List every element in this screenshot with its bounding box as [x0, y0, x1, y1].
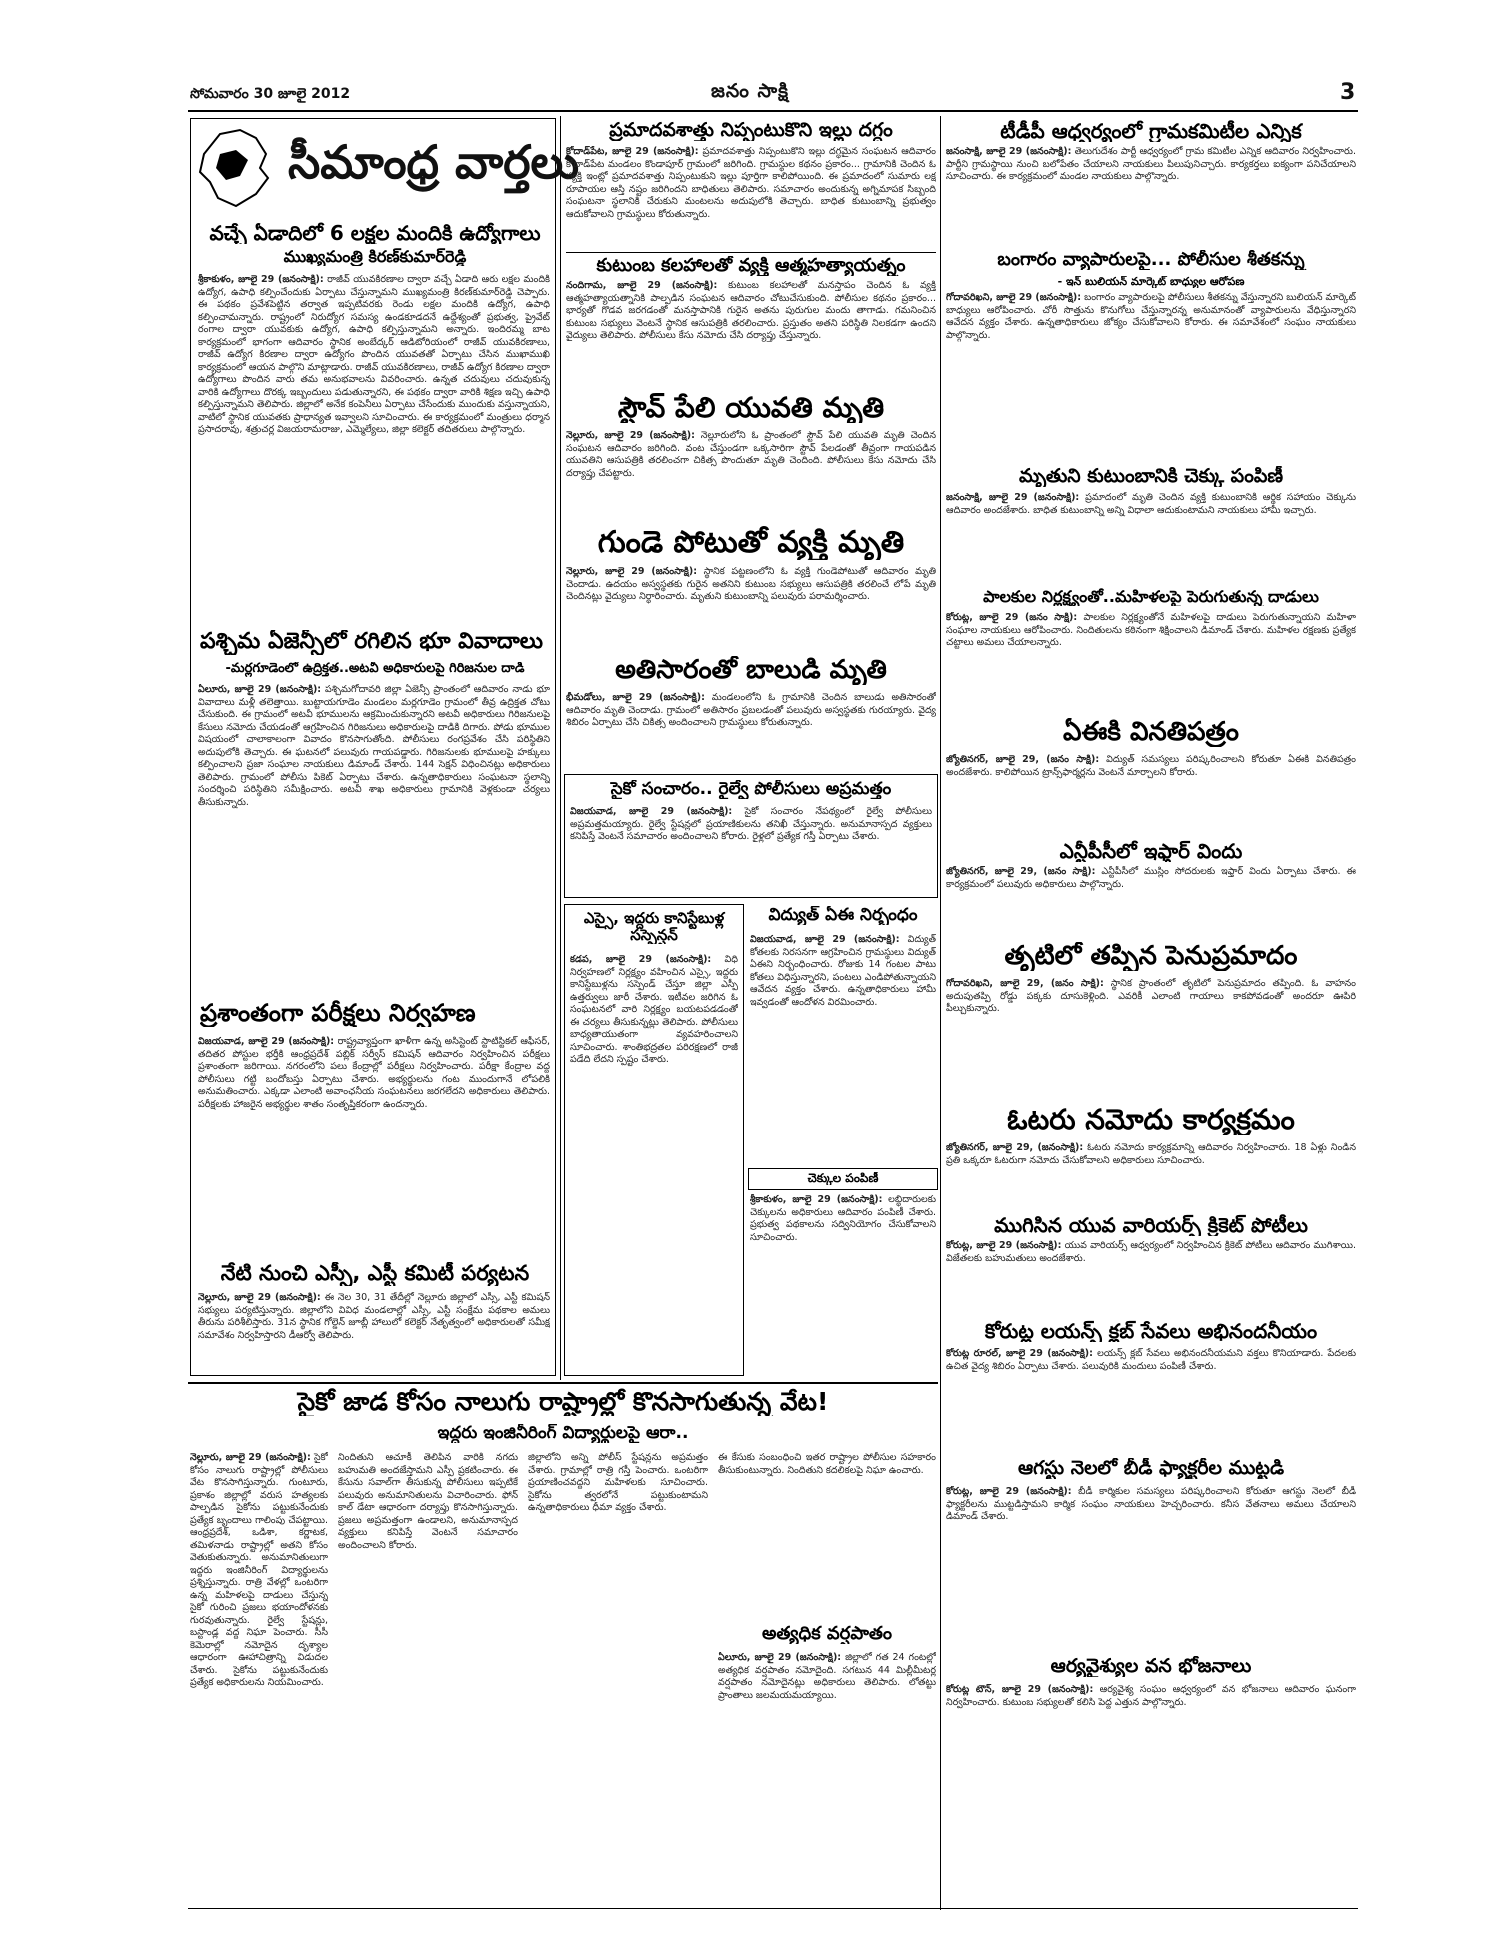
article-text: ఎన్టీపీసీలో ముస్లిం సోదరులకు ఇఫ్తార్ విందు ఏర్పాటు చేశారు. ఈ కార్యక్రమంలో పలువురు అధికారులు పాల్గొన్నారు.: [946, 866, 1356, 890]
c2-h6: సైకో సంచారం.. రైల్వే పోలీసులు అప్రమత్తం: [610, 780, 892, 799]
dateline: కోరుట్ల రూరల్, జూలై 29 (జనంసాక్షి):: [946, 1348, 1093, 1359]
c2-h2: కుటుంబ కలహాలతో వ్యక్తి ఆత్మహత్యాయత్నం: [596, 256, 906, 276]
article-text: సైకో కోసం నాలుగు రాష్ట్రాల్లో పోలీసులు వేట కొనసాగిస్తున్నారు. గుంటూరు, ప్రకాశం జిల్లాల్లో వరుస హత్యలకు పాల్పడిన సైకోను పట్టుకునేందుకు ప్రత్యేక బృందాలు గాలింపు చేపట్టాయి. ఆంధ్రప్రదేశ్, ఒడిశా, కర్ణాటక, తమిళనాడు రాష్ట్రాల్లో అతని కోసం వెతుకుతున్నారు. అనుమానితులుగా ఇద్దరు ఇంజినీరింగ్ విద్యార్థులను ప్రశ్నిస్తున్నారు. రాత్రి వేళల్లో ఒంటరిగా ఉన్న మహిళలపై దాడులు చేస్తున్న సైకో గురించి ప్రజలు భయాందోళనకు గురవుతున్నారు. రైల్వే స్టేషన్లు, బస్టాండ్ల వద్ద నిఘా పెంచారు. సీసీ కెమెరాల్లో నమోదైన దృశ్యాల ఆధారంగా ఊహాచిత్రాన్ని విడుదల చేశారు. సైకోను పట్టుకునేందుకు ప్రత్యేక అధికారులను నియమించారు.: [190, 1452, 328, 1688]
masthead: జనం సాక్షి: [711, 80, 789, 102]
c3-h12: ఆర్యవైశ్యుల వన భోజనాలు: [1050, 1656, 1252, 1677]
state-map-icon: [196, 124, 284, 212]
dateline: నెల్లూరు, జూలై 29 (జనంసాక్షి):: [566, 430, 695, 441]
dateline: విజయవాడ, జూలై 29 (జనంసాక్షి):: [570, 806, 733, 817]
c3-article-10: [946, 1348, 1356, 1452]
footer-rule: [188, 1908, 1358, 1909]
c2-article-3: [566, 430, 936, 520]
article-text: విద్యుత్ కోతలకు నిరసనగా ఆగ్రహించిన గ్రామస్థులు విద్యుత్ ఏఈని నిర్బంధించారు. రోజుకు 14 గంటల పాటు కోతలు విధిస్తున్నారని, పంటలు ఎండిపోతున్నాయని ఆవేదన వ్యక్తం చేశారు. ఉన్నతాధికారులు హామీ ఇవ్వడంతో ఆందోళన విరమించారు.: [750, 934, 936, 1008]
c3-article-9: [946, 1240, 1356, 1314]
c2-h5: అతిసారంతో బాలుడి మృతి: [615, 656, 887, 685]
dateline: విజయవాడ, జూలై 29 (జనంసాక్షి):: [750, 934, 900, 945]
dateline: భీమడోలు, జూలై 29 (జనంసాక్షి):: [566, 692, 705, 703]
bottom-col-1: [190, 1452, 328, 1902]
dateline: విజయవాడ, జూలై 29 (జనంసాక్షి):: [198, 1036, 335, 1047]
dateline: ఏలూరు, జూలై 29 (జనంసాక్షి):: [718, 1652, 842, 1663]
dateline: జ్యోతినగర్, జూలై 29, (జనం సాక్షి):: [946, 866, 1096, 877]
article-text: జిల్లాలోని అన్ని పోలీస్ స్టేషన్లను అప్రమత్తం చేశారు. గ్రామాల్లో రాత్రి గస్తీ పెంచారు. ఒంటరిగా ప్రయాణించవద్దని మహిళలకు సూచించారు. సైకోను త్వరలోనే పట్టుకుంటామని ఉన్నతాధికారులు ధీమా వ్యక్తం చేశారు.: [528, 1452, 708, 1513]
c3-article-1: [946, 146, 1356, 242]
c2-article-7: [570, 954, 738, 1372]
c1-h2: పశ్చిమ ఏజెన్సీలో రగిలిన భూ వివాదాలు: [200, 630, 543, 654]
c3-article-3: [946, 492, 1356, 582]
c1-h1-sub: ముఖ్యమంత్రి కిరణ్‌కుమార్‌రెడ్డి: [283, 248, 467, 266]
c3-article-11: [946, 1486, 1356, 1650]
bottom-rule: [188, 1382, 938, 1384]
c3-h9: ముగిసిన యువ వారియర్స్ క్రికెట్ పోటీలు: [994, 1214, 1308, 1237]
article-text: పశ్చిమగోదావరి జిల్లా ఏజెన్సీ ప్రాంతంలో ఆదివారం నాడు భూ వివాదాలు మళ్లీ తలెత్తాయి. బుట్టాయగూడెం మండలం మర్లగూడెం గ్రామంలో తీవ్ర ఉద్రిక్తత చోటు చేసుకుంది. ఈ గ్రామంలో అటవీ భూములను ఆక్రమించుకున్నారని అటవీ అధికారులు గిరిజనులపై కేసులు నమోదు చేయడంతో ఆగ్రహించిన గిరిజనులు అధికారులపై దాడికి దిగారు. పోడు భూముల విషయంలో చాలాకాలంగా వివాదం కొనసాగుతోంది. పోలీసులు రంగప్రవేశం చేసి పరిస్థితిని అదుపులోకి తెచ్చారు. ఈ ఘటనలో పలువురు గాయపడ్డారు. గిరిజనులకు భూములపై హక్కులు కల్పించాలని ప్రజా సంఘాల నాయకులు డిమాండ్ చేశారు. 144 సెక్షన్ విధించినట్లు అధికారులు తెలిపారు. గ్రామంలో పోలీసు పికెట్ ఏర్పాటు చేశారు. ఉన్నతాధికారులు సంఘటనా స్థలాన్ని సందర్శించి పరిస్థితిని సమీక్షించారు. అటవీ శాఖ అధికారులు గ్రామానికి వెళ్లకుండా చర్యలు తీసుకున్నారు.: [198, 684, 550, 808]
article-text: కుటుంబ కలహాలతో మనస్తాపం చెందిన ఓ వ్యక్తి ఆత్మహత్యాయత్నానికి పాల్పడిన సంఘటన ఆదివారం చోటుచేసుకుంది. పోలీసుల కథనం ప్రకారం... భార్యతో గొడవ జరగడంతో మనస్తాపానికి గురైన అతను పురుగుల మందు తాగాడు. గమనించిన కుటుంబ సభ్యులు వెంటనే స్థానిక ఆసుపత్రికి తరలించారు. ప్రస్తుతం అతని పరిస్థితి నిలకడగా ఉందని వైద్యులు తెలిపారు. పోలీసులు కేసు నమోదు చేసి దర్యాప్తు చేస్తున్నారు.: [566, 280, 936, 341]
article-text: రాష్ట్రవ్యాప్తంగా ఖాళీగా ఉన్న అసిస్టెంట్ స్టాటిస్టికల్ ఆఫీసర్, తదితర పోస్టుల భర్తీకి ఆంధ్రప్రదేశ్ పబ్లిక్ సర్వీస్ కమిషన్ ఆదివారం నిర్వహించిన పరీక్షలు ప్రశాంతంగా జరిగాయి. నగరంలోని పలు కేంద్రాల్లో పరీక్షలు నిర్వహించారు. పరీక్షా కేంద్రాల వద్ద పోలీసులు గట్టి బందోబస్తు ఏర్పాటు చేశారు. అభ్యర్థులను గంట ముందుగానే లోపలికి అనుమతించారు. ఎక్కడా ఎలాంటి అవాంఛనీయ సంఘటనలు జరగలేదని అధికారులు తెలిపారు. పరీక్షలకు హాజరైన అభ్యర్థుల శాతం సంతృప్తికరంగా ఉందన్నారు.: [198, 1036, 550, 1110]
page-number: 3: [1340, 80, 1356, 105]
c3-h11: ఆగస్టు నెలలో బీడీ ఫ్యాక్టరీల ముట్టడి: [1017, 1458, 1285, 1479]
article-text: నెల్లూరులోని ఓ ప్రాంతంలో స్టౌవ్ పేలి యువతి మృతి చెందిన సంఘటన ఆదివారం జరిగింది. వంట చేస్తుండగా ఒక్కసారిగా స్టౌవ్ పేలడంతో తీవ్రంగా గాయపడిన యువతిని ఆసుపత్రికి తరలించగా చికిత్స పొందుతూ మృతి చెందింది. పోలీసులు కేసు నమోదు చేసి దర్యాప్తు చేపట్టారు.: [566, 430, 936, 479]
bottom-headline: సైకో జాడ కోసం నాలుగు రాష్ట్రాల్లో కొనసాగుతున్న వేట!: [297, 1388, 829, 1416]
article-text: బీడీ కార్మికుల సమస్యలు పరిష్కరించాలని కోరుతూ ఆగస్టు నెలలో బీడీ ఫ్యాక్టరీలను ముట్టడిస్తామని కార్మిక సంఘం నాయకులు హెచ్చరించారు. కనీస వేతనాలు అమలు చేయాలని డిమాండ్ చేశారు.: [946, 1486, 1356, 1522]
article-text: స్థానిక ప్రాంతంలో తృటిలో పెనుప్రమాదం తప్పింది. ఓ వాహనం అదుపుతప్పి రోడ్డు పక్కకు దూసుకెళ్లింది. ఎవరికీ ఎలాంటి గాయాలు కాకపోవడంతో అందరూ ఊపిరి పీల్చుకున్నారు.: [946, 978, 1356, 1014]
dateline: జ్యోతినగర్, జూలై 29, (జనం సాక్షి):: [946, 754, 1100, 765]
c2-h9: చెక్కుల పంపిణీ: [807, 1172, 879, 1185]
c1-article-4: [198, 1292, 550, 1372]
c3-h2-sub: - ఇన్ బులియన్ మార్కెట్ బాధ్యుల ఆరోపణ: [1057, 276, 1245, 288]
c1-h2-sub: -మర్లగూడెంలో ఉద్రిక్తత..అటవీ అధికారులపై గిరిజనుల దాడి: [225, 662, 525, 676]
c2-article-6: [570, 806, 932, 894]
c1-article-1: [198, 274, 550, 622]
dateline: జనంసాక్షి, జూలై 29 (జనంసాక్షి):: [946, 492, 1080, 503]
article-text: జిల్లాలో గత 24 గంటల్లో అత్యధిక వర్షపాతం నమోదైంది. సగటున 44 మిల్లీమీటర్ల వర్షపాతం నమోదైనట్లు అధికారులు తెలిపారు. లోతట్టు ప్రాంతాలు జలమయమయ్యాయి.: [718, 1652, 936, 1701]
dateline: నందిగామ, జూలై 29 (జనంసాక్షి):: [566, 280, 718, 291]
c2-h1: ప్రమాదవశాత్తు నిప్పంటుకొని ఇల్లు దగ్ధం: [609, 120, 893, 141]
c2-article-2: [566, 280, 936, 386]
c3-h4: పాలకుల నిర్లక్ష్యంతో..మహిళలపై పెరుగుతున్న దాడులు: [983, 588, 1319, 606]
c3-article-12: [946, 1684, 1356, 1904]
bottom-col-3: [528, 1452, 708, 1902]
col-divider-2: [940, 116, 941, 1380]
dateline: కోదాడ్‌పేట, జూలై 29 (జనంసాక్షి):: [566, 146, 699, 157]
c3-h5: ఏఈకి వినతిపత్రం: [1063, 718, 1239, 747]
dateline: జనంసాక్షి, జూలై 29 (జనంసాక్షి):: [946, 146, 1072, 157]
masthead-logo: [650, 80, 850, 107]
section-title: సీమాంధ్ర వార్తలు: [288, 135, 580, 189]
article-text: ఆర్యవైశ్య సంఘం ఆధ్వర్యంలో వన భోజనాలు ఆదివారం ఘనంగా నిర్వహించారు. కుటుంబ సభ్యులతో కలిసి పెద్ద ఎత్తున పాల్గొన్నారు.: [946, 1684, 1356, 1708]
article-text: ప్రమాదంలో మృతి చెందిన వ్యక్తి కుటుంబానికి ఆర్థిక సహాయం చెక్కును ఆదివారం అందజేశారు. బాధిత కుటుంబాన్ని అన్ని విధాలా ఆదుకుంటామని నాయకులు హామీ ఇచ్చారు.: [946, 492, 1356, 516]
bottom-col-4: [718, 1452, 936, 1612]
article-text: సైకో సంచారం నేపథ్యంలో రైల్వే పోలీసులు అప్రమత్తమయ్యారు. రైల్వే స్టేషన్లలో ప్రయాణికులను తనిఖీ చేస్తున్నారు. అనుమానాస్పద వ్యక్తులు కనిపిస్తే వెంటనే సమాచారం అందించాలని కోరారు. రైళ్లలో ప్రత్యేక గస్తీ ఏర్పాటు చేశారు.: [570, 806, 932, 842]
c2-article-5: [566, 692, 936, 770]
dateline: కోరుట్ల, జూలై 29 (జనంసాక్షి):: [946, 1486, 1072, 1497]
col-divider-1: [560, 116, 561, 1380]
c1-h4: నేటి నుంచి ఎస్సీ, ఎస్టీ కమిటీ పర్యటన: [220, 1262, 530, 1285]
c2-article-1: [566, 146, 936, 248]
c2-h10: అత్యధిక వర్షపాతం: [761, 1624, 893, 1644]
c3-article-7: [946, 978, 1356, 1098]
article-text: స్థానిక పట్టణంలోని ఓ వ్యక్తి గుండెపోటుతో ఆదివారం మృతి చెందాడు. ఉదయం అస్వస్థతకు గురైన అతనిని కుటుంబ సభ్యులు ఆసుపత్రికి తరలించే లోపే మృతి చెందినట్లు వైద్యులు నిర్ధారించారు. మృతుని కుటుంబాన్ని పలువురు పరామర్శించారు.: [566, 566, 936, 602]
c1-article-2: [198, 684, 550, 994]
rule: [566, 252, 936, 253]
c2-h8: విద్యుత్ ఏఈ నిర్బంధం: [768, 906, 918, 925]
c2-article-4: [566, 566, 936, 650]
dateline: జ్యోతినగర్, జూలై 29, (జనంసాక్షి):: [946, 1142, 1084, 1153]
dateline: ఏలూరు, జూలై 29 (జనంసాక్షి):: [198, 684, 322, 695]
dateline: కోరుట్ల టౌన్, జూలై 29 (జనంసాక్షి):: [946, 1684, 1094, 1695]
c3-h2: బంగారం వ్యాపారులపై... పోలీసుల శీతకన్ను: [997, 250, 1305, 270]
dateline: కడప, జూలై 29 (జనంసాక్షి):: [570, 954, 712, 965]
c3-h7: తృటిలో తప్పిన పెనుప్రమాదం: [1004, 942, 1298, 971]
c2-article-9: [750, 1194, 936, 1374]
c3-article-4: [946, 612, 1356, 712]
dateline: నెల్లూరు, జూలై 29 (జనంసాక్షి):: [198, 1292, 321, 1303]
article-text: విధి నిర్వహణలో నిర్లక్ష్యం వహించిన ఎస్సై, ఇద్దరు కానిస్టేబుళ్లను సస్పెండ్ చేస్తూ జిల్లా ఎస్పీ ఉత్తర్వులు జారీ చేశారు. ఇటీవల జరిగిన ఓ సంఘటనలో వారి నిర్లక్ష్యం బయటపడడంతో ఈ చర్యలు తీసుకున్నట్లు తెలిపారు. పోలీసులు బాధ్యతాయుతంగా వ్యవహరించాలని సూచించారు. శాంతిభద్రతల పరిరక్షణలో రాజీ పడేది లేదని స్పష్టం చేశారు.: [570, 954, 738, 1065]
article-text: తెలుగుదేశం పార్టీ ఆధ్వర్యంలో గ్రామ కమిటీల ఎన్నిక ఆదివారం నిర్వహించారు. పార్టీని గ్రామస్థాయి నుంచి బలోపేతం చేయాలని నాయకులు పిలుపునిచ్చారు. కార్యకర్తలు ఐక్యంగా పనిచేయాలని సూచించారు. ఈ కార్యక్రమంలో మండల నాయకులు పాల్గొన్నారు.: [946, 146, 1356, 182]
bottom-col-2: [338, 1452, 518, 1902]
dateline: నెల్లూరు, జూలై 29 (జనంసాక్షి):: [190, 1452, 311, 1463]
col-divider-3: [940, 1380, 941, 1910]
c1-h1: వచ్చే ఏడాదిలో 6 లక్షల మందికి ఉద్యోగాలు: [209, 222, 541, 245]
article-text: నిందితుని ఆచూకీ తెలిపిన వారికి నగదు బహుమతి అందజేస్తామని ఎస్పీ ప్రకటించారు. ఈ కేసును సవాల్‌గా తీసుకున్న పోలీసులు ఇప్పటికే పలువురు అనుమానితులను విచారించారు. ఫోన్ కాల్ డేటా ఆధారంగా దర్యాప్తు కొనసాగిస్తున్నారు. ప్రజలు అప్రమత్తంగా ఉండాలని, అనుమానాస్పద వ్యక్తులు కనిపిస్తే వెంటనే సమాచారం అందించాలని కోరారు.: [338, 1452, 518, 1551]
header-date: సోమవారం 30 జూలై 2012: [190, 86, 351, 102]
c2-h4: గుండె పోటుతో వ్యక్తి మృతి: [597, 526, 905, 560]
c2-article-10: [718, 1652, 936, 1902]
c3-h8: ఓటరు నమోదు కార్యక్రమం: [1007, 1104, 1295, 1136]
c3-article-6: [946, 866, 1356, 936]
c2-h7: ఎస్సై, ఇద్దరు కానిస్టేబుళ్ల సస్పెన్షన్: [583, 910, 725, 944]
c3-h3: మృతుని కుటుంబానికి చెక్కు పంపిణీ: [1018, 466, 1284, 487]
c2-article-8: [750, 934, 936, 1164]
article-text: విద్యుత్ సమస్యలు పరిష్కరించాలని కోరుతూ ఏఈకి వినతిపత్రం అందజేశారు. కాలిపోయిన ట్రాన్స్‌ఫార్మర్లను వెంటనే మార్చాలని కోరారు.: [946, 754, 1356, 778]
section-logo: [196, 122, 580, 214]
article-text: ఈ నెల 30, 31 తేదీల్లో నెల్లూరు జిల్లాలో ఎస్సీ, ఎస్టీ కమిషన్ సభ్యులు పర్యటిస్తున్నారు. జిల్లాలోని వివిధ మండలాల్లో ఎస్సీ, ఎస్టీ సంక్షేమ పథకాల అమలు తీరును పరిశీలిస్తారు. 31న స్థానిక గోల్డెన్ జూబ్లీ హాలులో కలెక్టర్ నేతృత్వంలో అధికారులతో సమీక్ష సమావేశం నిర్వహిస్తారని డీఆర్వో తెలిపారు.: [198, 1292, 550, 1341]
c3-h6: ఎన్టీపీసీలో ఇఫ్తార్ విందు: [1059, 840, 1243, 863]
dateline: గోదావరిఖని, జూలై 29, (జనం సాక్షి):: [946, 978, 1104, 989]
c3-article-8: [946, 1142, 1356, 1208]
article-text: రాజీవ్ యువకిరణాల ద్వారా వచ్చే ఏడాది ఆరు లక్షల మందికి ఉద్యోగ, ఉపాధి కల్పించేందుకు ఏర్పాటు చేస్తున్నామని ముఖ్యమంత్రి కిరణ్‌కుమార్‌రెడ్డి చెప్పారు. ఈ పథకం ప్రవేశపెట్టిన తర్వాత ఇప్పటివరకు రెండు లక్షల మందికి ఉద్యోగ, ఉపాధి కల్పించామన్నారు. రాష్ట్రంలో నిరుద్యోగ సమస్య ఉండకూడదనే ఉద్దేశ్యంతో ప్రభుత్వ, ప్రైవేట్ రంగాల ద్వారా యువకుకు ఉద్యోగ, ఉపాధి కల్పిస్తున్నామని అన్నారు. ఇందిరమ్మ బాట కార్యక్రమంలో భాగంగా ఆదివారం స్థానిక అంబేద్కర్ ఆడిటోరియంలో రాజీవ్ యువకిరణాలు, రాజీవ్ ఉద్యోగ కిరణాల ద్వారా ఉద్యోగం పొందిన యువతతో ఏర్పాటు చేసిన ముఖాముఖి కార్యక్రమంలో ఆయన పాల్గొని మాట్లాడారు. రాజీవ్ యువకిరణాలు, రాజీవ్ ఉద్యోగ కిరణాల ద్వారా ఉద్యోగాలు పొందిన వారు తమ అనుభవాలను వివరించారు. ఉన్నత చదువులు చదువుకున్న వారికి ఉద్యోగాలు దొరక్క ఇబ్బందులు పడుతున్నారని, ఈ పథకం ద్వారా వారికి శిక్షణ ఇచ్చి ఉపాధి కల్పిస్తున్నామని తెలిపారు. జిల్లాలో అనేక కంపెనీలు ఏర్పాటు చేసేందుకు ముందుకు వస్తున్నాయని, వాటిలో స్థానిక యువతకు ప్రాధాన్యత ఇవ్వాలని సూచించారు. ఈ కార్యక్రమంలో మంత్రులు ధర్మాన ప్రసాదరావు, శత్రుచర్ల విజయరామరాజు, ఎమ్మెల్యేలు, జిల్లా కలెక్టర్ తదితరులు పాల్గొన్నారు.: [198, 274, 550, 435]
c3-h10: కోరుట్ల లయన్స్ క్లబ్ సేవలు అభినందనీయం: [984, 1320, 1318, 1343]
article-text: లబ్ధిదారులకు చెక్కులను అధికారులు ఆదివారం పంపిణీ చేశారు. ప్రభుత్వ పథకాలను సద్వినియోగం చేసుకోవాలని సూచించారు.: [750, 1194, 936, 1243]
article-text: ఓటరు నమోదు కార్యక్రమాన్ని ఆదివారం నిర్వహించారు. 18 ఏళ్లు నిండిన ప్రతి ఒక్కరూ ఓటరుగా నమోదు చేసుకోవాలని అధికారులు సూచించారు.: [946, 1142, 1356, 1166]
c3-h1: టీడీపీ ఆధ్వర్యంలో గ్రామకమిటీల ఎన్నిక: [1000, 120, 1302, 143]
article-text: బంగారం వ్యాపారులపై పోలీసులు శీతకన్ను వేస్తున్నారని బులియన్ మార్కెట్ బాధ్యులు ఆరోపించారు. చోరీ సొత్తును కొనుగోలు చేస్తున్నారన్న అనుమానంతో వ్యాపారులను వేధిస్తున్నారని ఆవేదన వ్యక్తం చేశారు. ఉన్నతాధికారులు జోక్యం చేసుకోవాలని కోరారు. ఈ సమావేశంలో సంఘం నాయకులు పాల్గొన్నారు.: [946, 292, 1356, 341]
dateline: కోరుట్ల, జూలై 29 (జనం సాక్షి):: [946, 612, 1078, 623]
article-text: మండలంలోని ఓ గ్రామానికి చెందిన బాలుడు అతిసారంతో ఆదివారం మృతి చెందాడు. గ్రామంలో అతిసారం ప్రబలడంతో పలువురు అస్వస్థతకు గురయ్యారు. వైద్య శిబిరం ఏర్పాటు చేసి చికిత్స అందించాలని గ్రామస్థులు కోరుతున్నారు.: [566, 692, 936, 728]
article-text: ఈ కేసుకు సంబంధించి ఇతర రాష్ట్రాల పోలీసుల సహకారం తీసుకుంటున్నారు. నిందితుని కదలికలపై నిఘా ఉంచారు.: [718, 1452, 936, 1476]
c1-h3: ప్రశాంతంగా పరీక్షలు నిర్వహణ: [200, 1000, 476, 1027]
dateline: శ్రీకాకుళం, జూలై 29 (జనంసాక్షి):: [198, 274, 324, 285]
dateline: కోరుట్ల, జూలై 29 (జనంసాక్షి):: [946, 1240, 1062, 1251]
c1-article-3: [198, 1036, 550, 1256]
article-text: ప్రమాదవశాత్తు నిప్పంటుకొని ఇల్లు దగ్ధమైన సంఘటన ఆదివారం కోదాడ్‌పేట మండలం కొండాపూర్ గ్రామంలో జరిగింది. గ్రామస్థుల కథనం ప్రకారం... గ్రామానికి చెందిన ఓ వ్యక్తి ఇంట్లో ప్రమాదవశాత్తు నిప్పంటుకుని ఇల్లు పూర్తిగా కాలిపోయింది. ఈ ప్రమాదంలో సుమారు లక్ష రూపాయల ఆస్తి నష్టం జరిగిందని బాధితులు తెలిపారు. సమాచారం అందుకున్న అగ్నిమాపక సిబ్బంది సంఘటనా స్థలానికి చేరుకుని మంటలను అదుపులోకి తెచ్చారు. బాధిత కుటుంబాన్ని ప్రభుత్వం ఆదుకోవాలని గ్రామస్థులు కోరుతున్నారు.: [566, 146, 936, 220]
article-text: పాలకుల నిర్లక్ష్యంతోనే మహిళలపై దాడులు పెరుగుతున్నాయని మహిళా సంఘాల నాయకులు ఆరోపించారు. నిందితులను కఠినంగా శిక్షించాలని డిమాండ్ చేశారు. మహిళల రక్షణకు ప్రత్యేక చట్టాలు అమలు చేయాలన్నారు.: [946, 612, 1356, 648]
c2-h3: స్టౌవ్ పేలి యువతి మృతి: [617, 392, 885, 424]
header-rule: [188, 110, 1358, 112]
c3-article-5: [946, 754, 1356, 836]
dateline: గోదావరిఖని, జూలై 29 (జనంసాక్షి):: [946, 292, 1082, 303]
c3-article-2: [946, 292, 1356, 458]
dateline: నెల్లూరు, జూలై 29 (జనంసాక్షి):: [566, 566, 698, 577]
dateline: శ్రీకాకుళం, జూలై 29 (జనంసాక్షి):: [750, 1194, 883, 1205]
article-text: లయన్స్ క్లబ్ సేవలు అభినందనీయమని వక్తలు కొనియాడారు. పేదలకు ఉచిత వైద్య శిబిరం ఏర్పాటు చేశారు. పలువురికి మందులు పంపిణీ చేశారు.: [946, 1348, 1356, 1372]
article-text: యువ వారియర్స్ ఆధ్వర్యంలో నిర్వహించిన క్రికెట్ పోటీలు ఆదివారం ముగిశాయి. విజేతలకు బహుమతులు అందజేశారు.: [946, 1240, 1356, 1264]
bottom-subhead: ఇద్దరు ఇంజినీరింగ్ విద్యార్థులపై ఆరా..: [437, 1424, 689, 1443]
